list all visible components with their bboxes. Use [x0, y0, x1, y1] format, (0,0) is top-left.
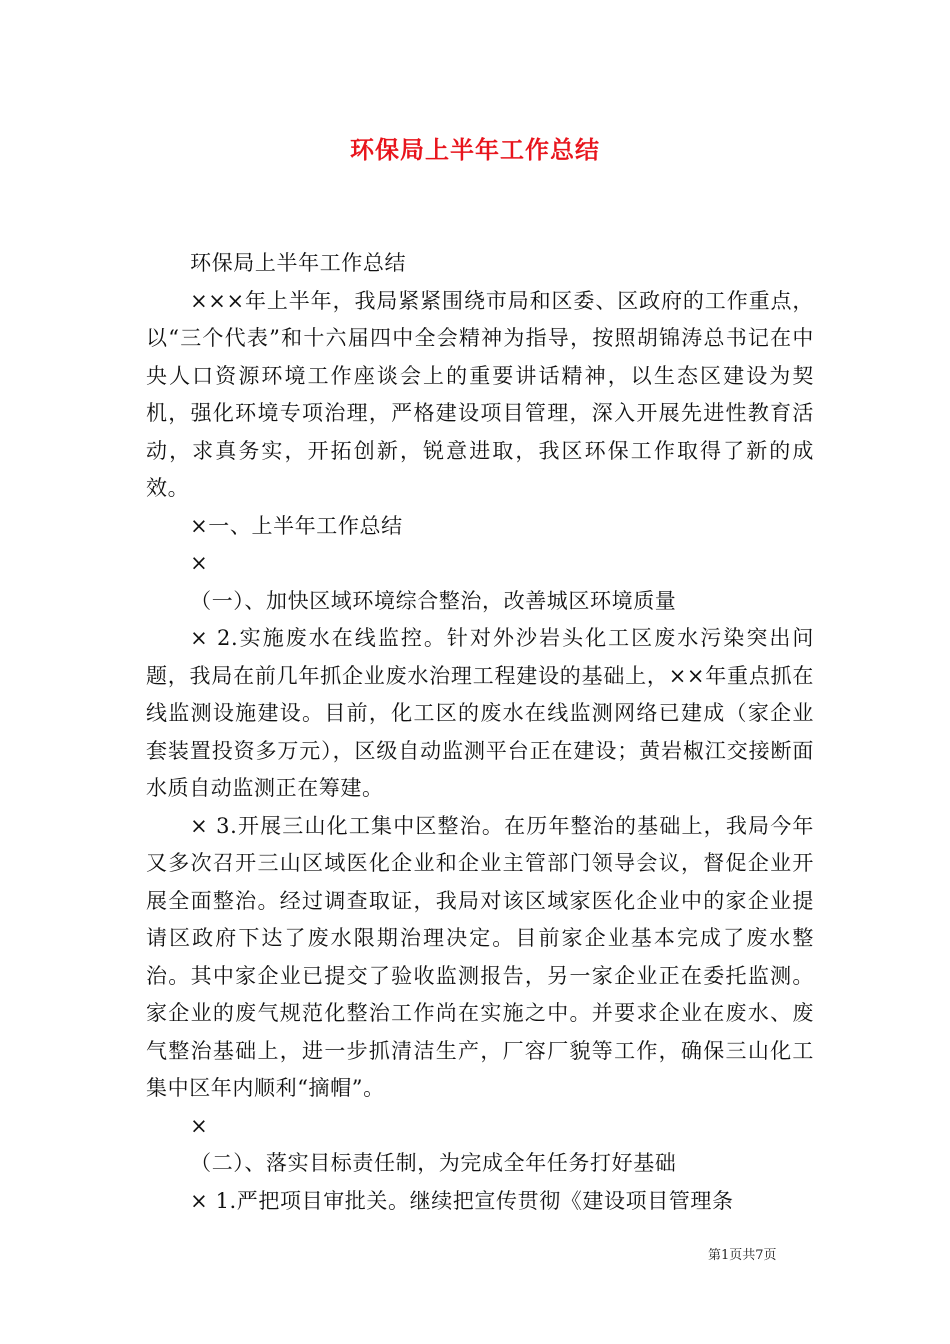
paragraph-item-3: × 3.开展三山化工集中区整治。在历年整治的基础上，我局今年又多次召开三山区域医化企业和企业主管部门领导会议，督促企业开展全面整治。经过调查取证，我局对该区域家医化企业中的家企业提请区政府下达了废水限期治理决定。目前家企业基本完成了废水整治。其中家企业已提交了验收监测报告，另一家企业正在委托监测。家企业的废气规范化整治工作尚在实施之中。并要求企业在废水、废气整治基础上，进一步抓清洁生产，厂容厂貌等工作，确保三山化工集中区年内顺利“摘帽”。: [146, 813, 814, 1100]
placeholder-mark: ×: [190, 551, 209, 575]
section-heading-one: ×一、上半年工作总结: [190, 513, 403, 538]
paragraph-heading: 环保局上半年工作总结: [190, 251, 407, 275]
placeholder-mark: ×: [190, 1113, 209, 1138]
subsection-heading-one: （一）、加快区域环境综合整治，改善城区环境质量: [190, 588, 677, 613]
paragraph-item-1: × 1.严把项目审批关。继续把宣传贯彻《建设项目管理条: [190, 1188, 734, 1213]
paragraph-item-2: × 2.实施废水在线监控。针对外沙岩头化工区废水污染突出问题，我局在前几年抓企业废水治理工程建设的基础上，××年重点抓在线监测设施建设。目前，化工区的废水在线监测网络已建成（家企业套装置投资多万元），区级自动监测平台正在建设；黄岩椒江交接断面水质自动监测正在筹建。: [146, 626, 814, 800]
paragraph-intro: ×××年上半年，我局紧紧围绕市局和区委、区政府的工作重点，以“三个代表”和十六届四中全会精神为指导，按照胡锦涛总书记在中央人口资源环境工作座谈会上的重要讲话精神，以生态区建设为契机，强化环境专项治理，严格建设项目管理，深入开展先进性教育活动，求真务实，开拓创新，锐意进取，我区环保工作取得了新的成效。: [146, 288, 814, 500]
page-number: 第1页共7页: [708, 1248, 777, 1263]
document-title: 环保局上半年工作总结: [350, 135, 600, 164]
document-body: [146, 245, 814, 1220]
subsection-heading-two: （二）、落实目标责任制，为完成全年任务打好基础: [190, 1151, 677, 1175]
